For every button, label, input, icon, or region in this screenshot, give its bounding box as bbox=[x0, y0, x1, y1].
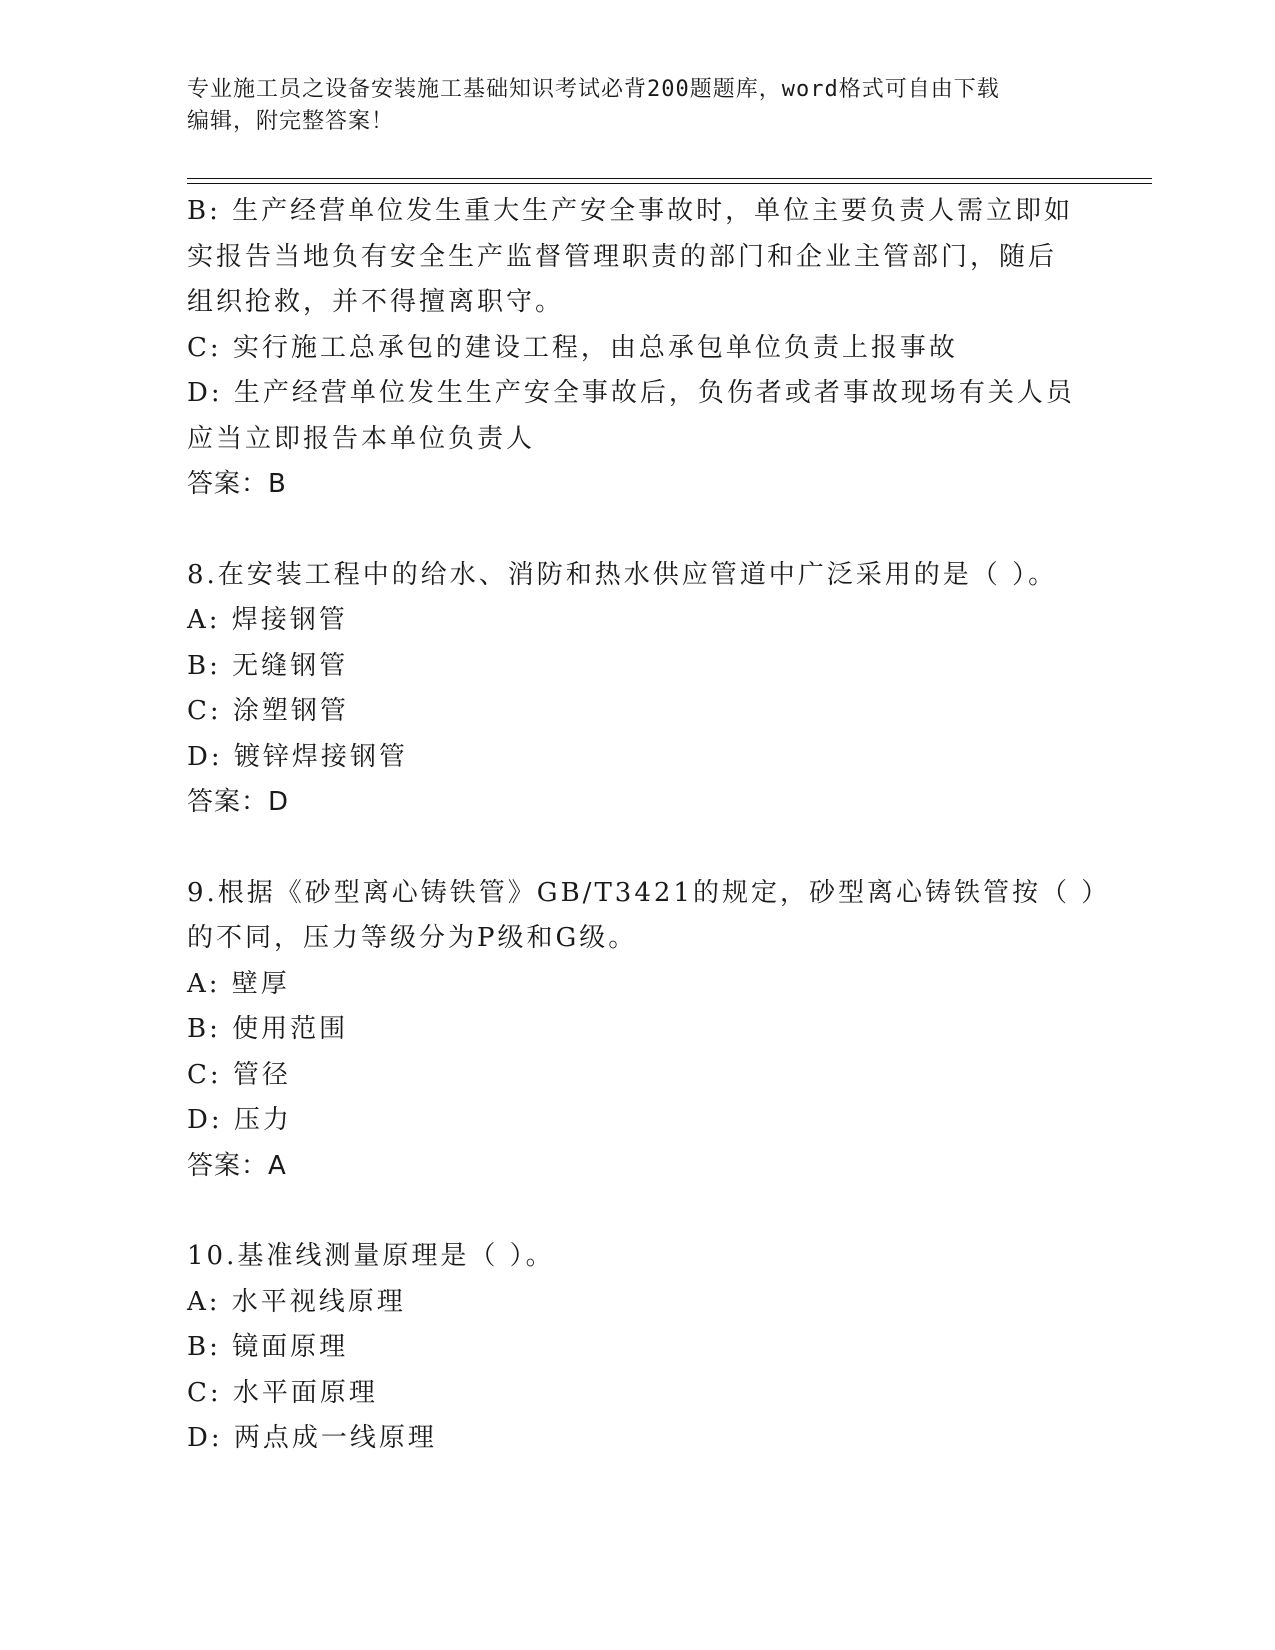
option-b-line-1: B: 生产经营单位发生重大生产安全事故时，单位主要负责人需立即如 bbox=[187, 196, 1074, 226]
question-10 bbox=[187, 1234, 1087, 1462]
question-7-tail bbox=[187, 189, 1087, 508]
option-b-line-2: 实报告当地负有安全生产监督管理职责的部门和企业主管部门，随后 bbox=[187, 241, 1058, 272]
option-c: C: 管径 bbox=[187, 1059, 291, 1090]
answer: 答案：B bbox=[187, 469, 287, 499]
spacer bbox=[187, 826, 1087, 871]
question-text-line-2: 的不同，压力等级分为P级和G级。 bbox=[187, 923, 638, 953]
question-8 bbox=[187, 553, 1087, 826]
option-a: A: 水平视线原理 bbox=[187, 1286, 406, 1317]
question-text: 10.基准线测量原理是（ ）。 bbox=[187, 1241, 555, 1271]
option-d: D: 两点成一线原理 bbox=[187, 1423, 437, 1453]
option-b-line-3: 组织抢救，并不得擅离职守。 bbox=[187, 287, 565, 317]
question-text-line-1: 9.根据《砂型离心铸铁管》GB/T3421的规定，砂型离心铸铁管按（ ） bbox=[187, 877, 1111, 908]
option-d: D: 压力 bbox=[187, 1105, 292, 1135]
option-b: B: 使用范围 bbox=[187, 1014, 349, 1044]
option-a: A: 焊接钢管 bbox=[187, 605, 348, 635]
header-divider-bottom bbox=[187, 183, 1152, 184]
option-d: D: 镀锌焊接钢管 bbox=[187, 741, 408, 772]
option-d-line-2: 应当立即报告本单位负责人 bbox=[187, 423, 536, 454]
header-divider-top bbox=[187, 178, 1152, 179]
spacer bbox=[187, 508, 1087, 553]
answer: 答案：D bbox=[187, 787, 290, 817]
header-line-2: 编辑，附完整答案！ bbox=[187, 109, 395, 134]
question-content bbox=[187, 189, 1111, 1462]
option-c: C: 实行施工总承包的建设工程，由总承包单位负责上报事故 bbox=[187, 332, 958, 363]
spacer bbox=[187, 1189, 1087, 1234]
option-c: C: 涂塑钢管 bbox=[187, 696, 349, 726]
header-line-1: 专业施工员之设备安装施工基础知识考试必背200题题库，word格式可自由下载 bbox=[187, 77, 1000, 102]
question-9 bbox=[187, 871, 1111, 1190]
option-b: B: 无缝钢管 bbox=[187, 650, 349, 681]
option-b: B: 镜面原理 bbox=[187, 1332, 349, 1362]
option-d-line-1: D: 生产经营单位发生生产安全事故后，负伤者或者事故现场有关人员 bbox=[187, 378, 1075, 408]
page-header bbox=[187, 74, 1067, 138]
answer: 答案：A bbox=[187, 1150, 287, 1181]
option-a: A: 壁厚 bbox=[187, 968, 290, 999]
question-text: 8.在安装工程中的给水、消防和热水供应管道中广泛采用的是（ ）。 bbox=[187, 559, 1058, 590]
option-c: C: 水平面原理 bbox=[187, 1377, 378, 1408]
